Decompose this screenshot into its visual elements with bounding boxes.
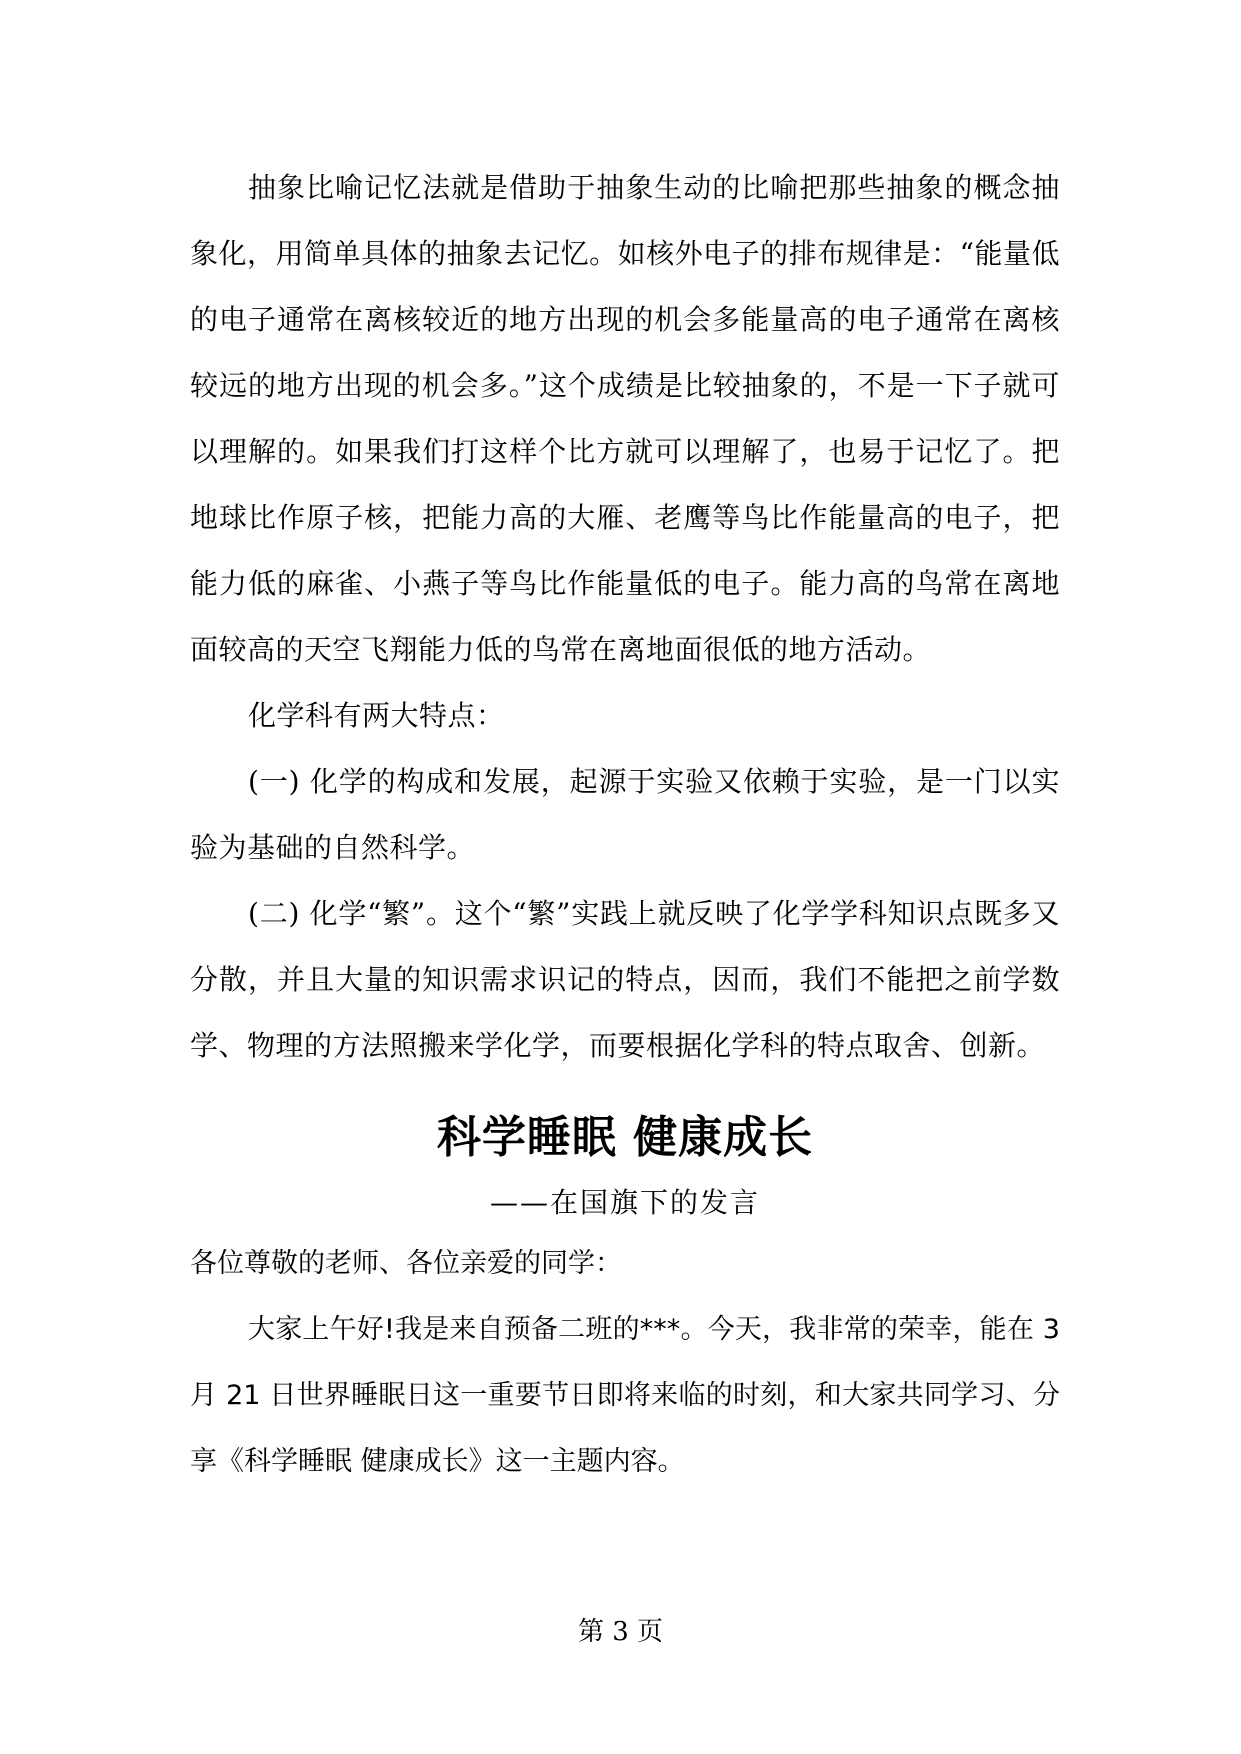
paragraph-feature-one: (一) 化学的构成和发展，起源于实验又依赖于实验，是一门以实验为基础的自然科学。 (190, 765, 1060, 864)
paragraph-chemistry-features: 化学科有两大特点： (248, 699, 505, 732)
speech-paragraph: 大家上午好!我是来自预备二班的***。今天，我非常的荣幸，能在 3 月 21 日世界睡眠日这一重要节日即将来临的时刻，和大家共同学习、分享《科学睡眠 健康成长》这一主题内容。 (190, 1314, 1060, 1477)
page-number: 第 3 页 (577, 1617, 664, 1647)
page-content (190, 155, 1060, 1495)
paragraph-feature-two: (二) 化学“繁”。这个“繁”实践上就反映了化学学科知识点既多又分散，并且大量的知识需求识记的特点，因而，我们不能把之前学数学、物理的方法照搬来学化学，而要根据化学科的特点取舍、创新。 (190, 897, 1060, 1062)
paragraph-abstract-metaphor: 抽象比喻记忆法就是借助于抽象生动的比喻把那些抽象的概念抽象化，用简单具体的抽象去记忆。如核外电子的排布规律是：“能量低的电子通常在离核较近的地方出现的机会多能量高的电子通常在离核较远的地方出现的机会多。”这个成绩是比较抽象的，不是一下子就可以理解的。如果我们打这样个比方就可以理解了，也易于记忆了。把地球比作原子核，把能力高的大雁、老鹰等鸟比作能量高的电子，把能力低的麻雀、小燕子等鸟比作能量低的电子。能力高的鸟常在离地面较高的天空飞翔能力低的鸟常在离地面很低的地方活动。 (190, 171, 1060, 666)
speech-greeting: 各位尊敬的老师、各位亲爱的同学： (190, 1248, 622, 1279)
speech-title: 科学睡眠 健康成长 (436, 1112, 814, 1163)
speech-subtitle: ——在国旗下的发言 (489, 1186, 760, 1219)
